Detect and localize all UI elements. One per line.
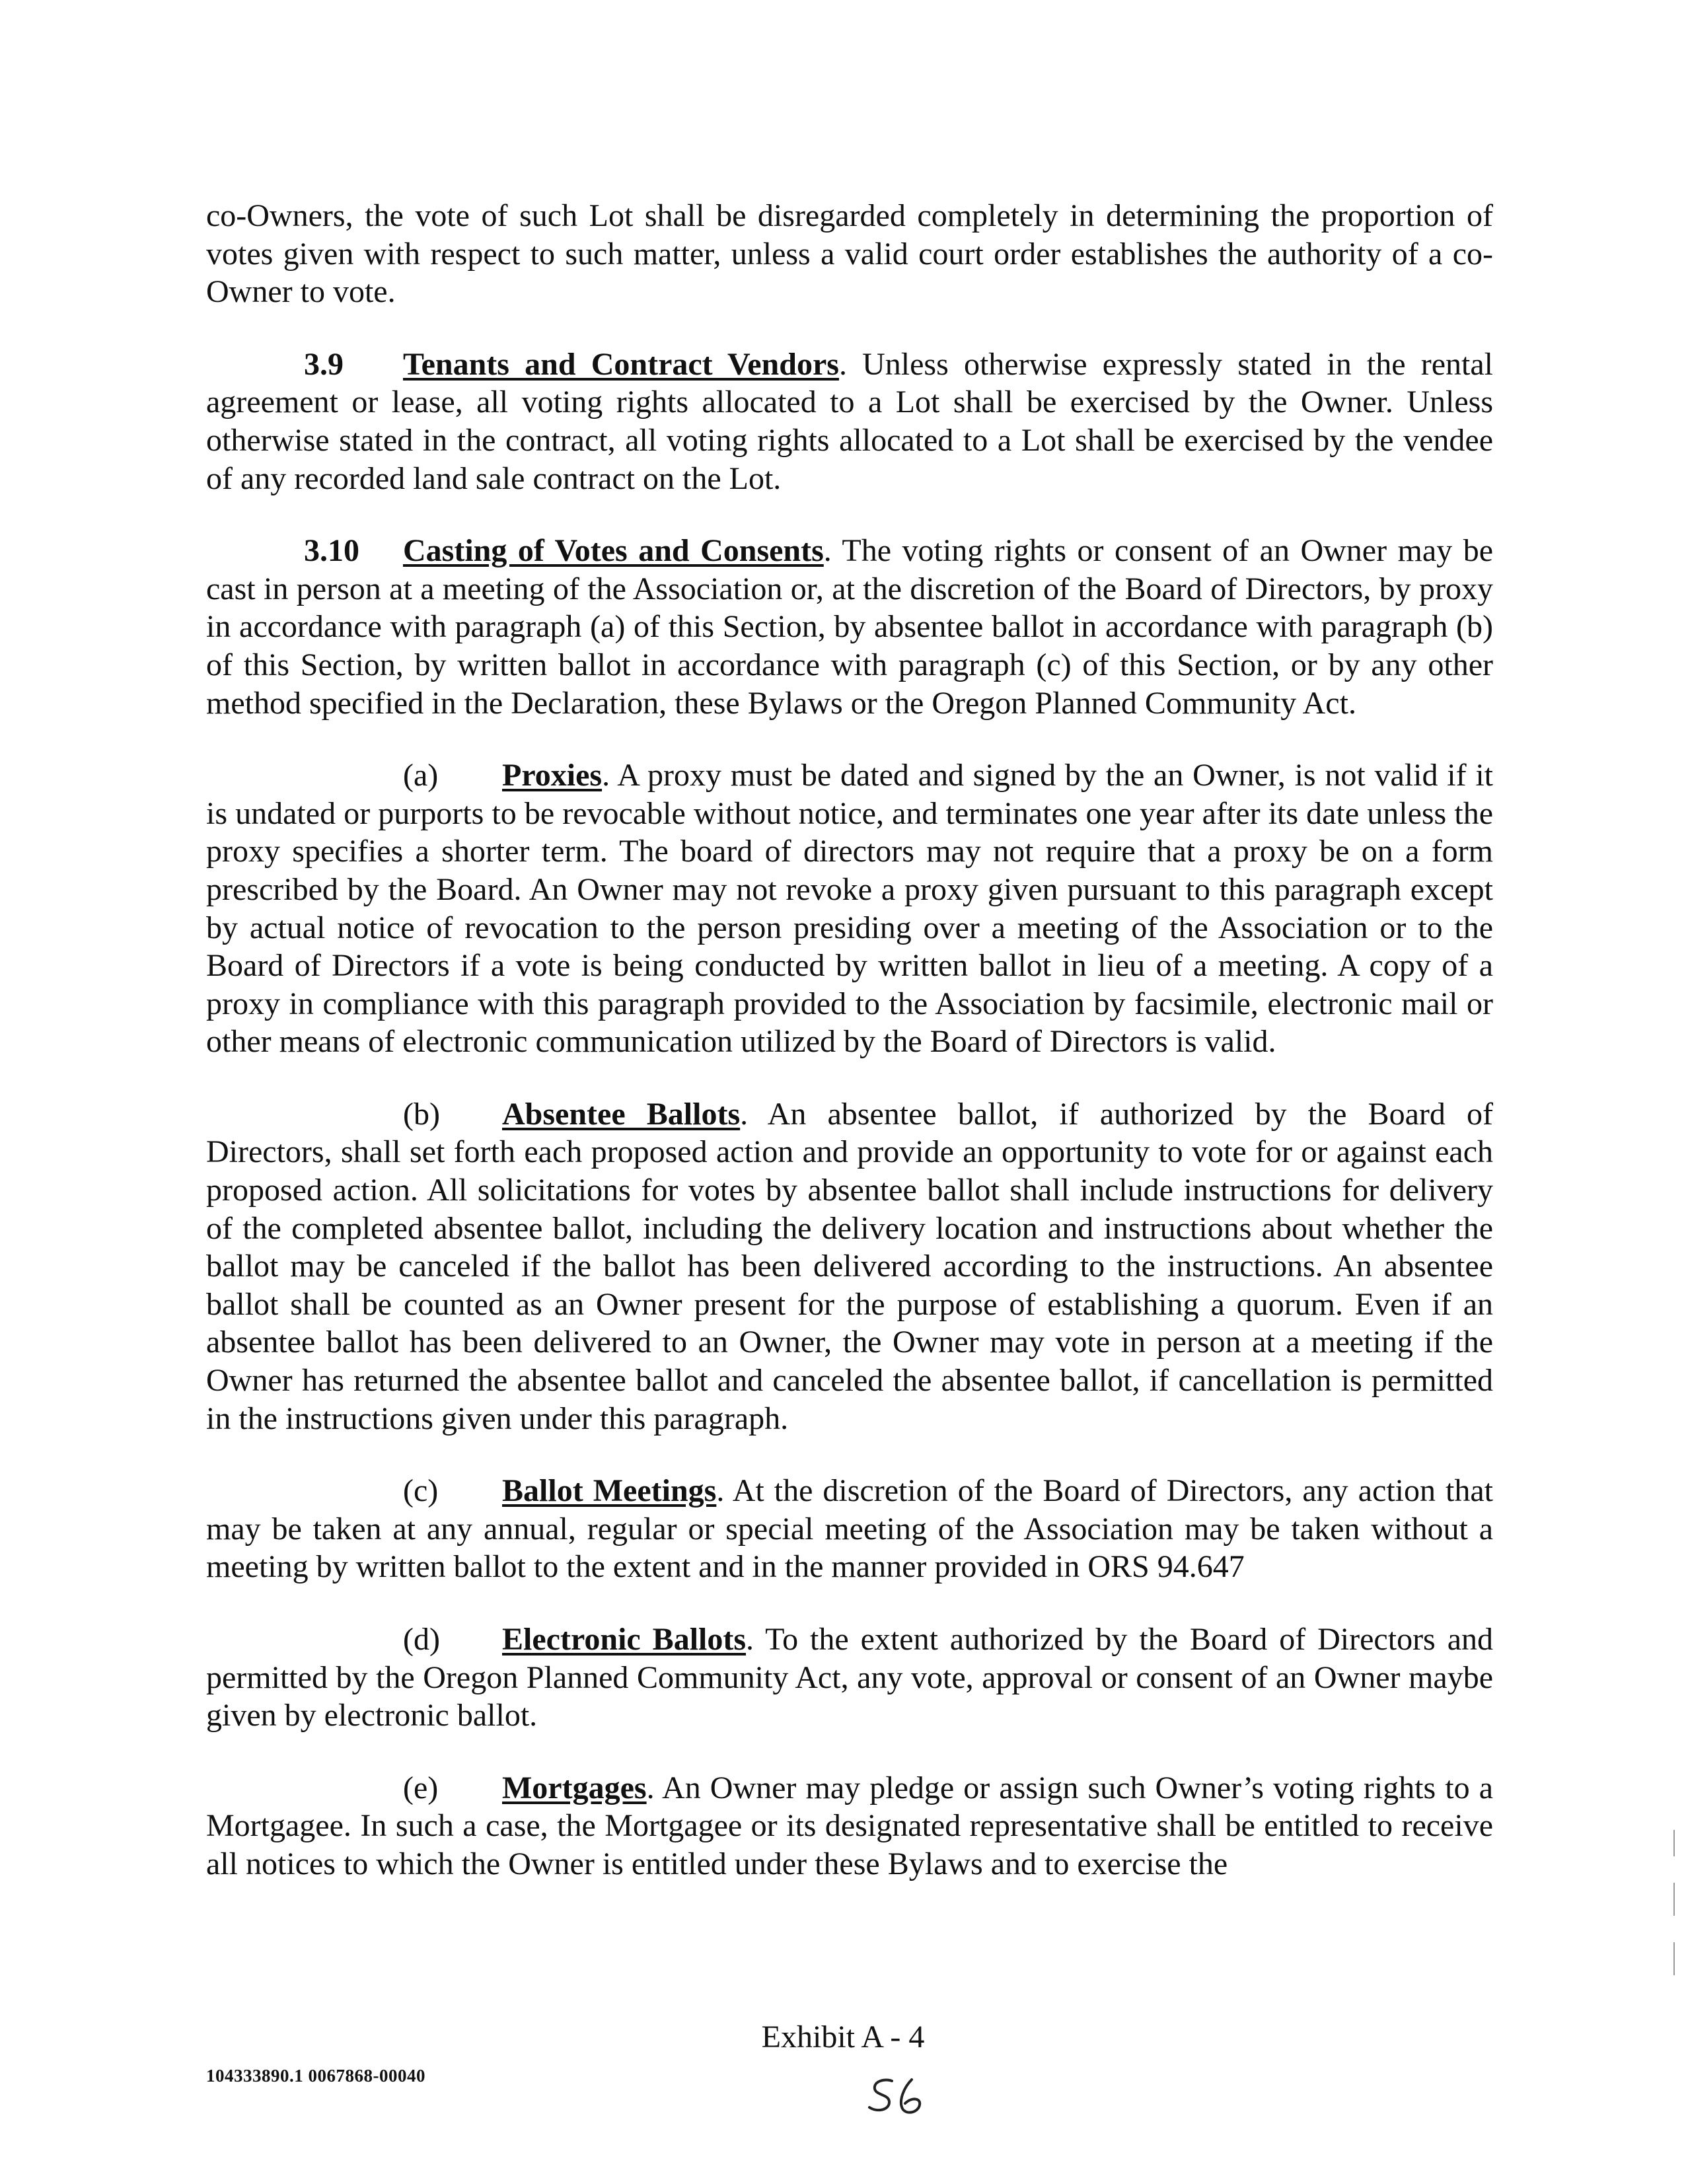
subsection-number: (a): [403, 758, 439, 793]
subsection-number: (c): [403, 1473, 439, 1509]
document-id: 104333890.1 0067868-00040: [206, 2066, 425, 2086]
paragraph-text: co-Owners, the vote of such Lot shall be disregarded completely in determining the proportion of votes given with respect to such matter, unless a valid court order establishes the authority of a co-Owner to vote.: [206, 198, 1493, 310]
subsection-text: . An Owner may pledge or assign such Owner’s voting rights to a Mortgagee. In such a case, the Mortgagee or its designated representative shall be entitled to receive all notices to which the Owner is entitled under these Bylaws and to exercise the: [206, 1770, 1493, 1881]
subsection-e-mortgages: [206, 1769, 1493, 1883]
section-number: 3.10: [304, 533, 359, 569]
paragraph-continuation: [206, 197, 1493, 311]
document-body: [206, 197, 1493, 1883]
subsection-heading: Mortgages: [502, 1770, 647, 1805]
subsection-c-ballot-meetings: [206, 1472, 1493, 1586]
subsection-number: (e): [403, 1770, 439, 1805]
subsection-text: . At the discretion of the Board of Directors, any action that may be taken at any annual, regular or special meeting of the Association may be taken without a meeting by written ballot to the extent and in the manner provided in ORS 94.647: [206, 1473, 1493, 1585]
subsection-a-proxies: [206, 756, 1493, 1061]
section-text: . Unless otherwise expressly stated in the rental agreement or lease, all voting rights allocated to a Lot shall be exercised by the Owner. Unless otherwise stated in the contract, all voting rights allocated to a Lot shall be exercised by the vendee of any recorded land sale contract on the Lot.: [206, 346, 1494, 496]
section-text: . The voting rights or consent of an Owner may be cast in person at a meeting of the Association or, at the discretion of the Board of Directors, by proxy in accordance with paragraph (a) of this Section, by absentee ballot in accordance with paragraph (b) of this Section, by written ballot in accordance with paragraph (c) of this Section, or by any other method specified in the Declaration, these Bylaws or the Oregon Planned Community Act.: [206, 533, 1494, 721]
subsection-d-electronic-ballots: [206, 1620, 1493, 1735]
section-3-10: [206, 532, 1493, 722]
section-3-9: [206, 346, 1493, 497]
scan-edge-mark: [1673, 1830, 1675, 1975]
exhibit-label: Exhibit A - 4: [761, 2020, 925, 2055]
subsection-text: . To the extent authorized by the Board of Directors and permitted by the Oregon Planned Community Act, any vote, approval or consent of an Owner maybe given by electronic ballot.: [206, 1622, 1493, 1733]
subsection-number: (d): [403, 1622, 440, 1657]
subsection-b-absentee-ballots: [206, 1095, 1493, 1438]
section-heading: Casting of Votes and Consents: [403, 533, 824, 569]
section-number: 3.9: [304, 346, 344, 382]
section-heading: Tenants and Contract Vendors: [403, 346, 839, 382]
subsection-heading: Electronic Ballots: [502, 1622, 747, 1657]
handwritten-page-number: [865, 2074, 945, 2121]
subsection-heading: Absentee Ballots: [502, 1096, 741, 1132]
subsection-heading: Ballot Meetings: [502, 1473, 717, 1509]
subsection-text: . An absentee ballot, if authorized by the Board of Directors, shall set forth each proposed action and provide an opportunity to vote for or against each proposed action. All solicitations for votes by absentee ballot shall include instructions for delivery of the completed absentee ballot, including the delivery location and instructions about whether the ballot may be canceled if the ballot has been delivered according to the instructions. An absentee ballot shall be counted as an Owner present for the purpose of establishing a quorum. Even if an absentee ballot has been delivered to an Owner, the Owner may vote in person at a meeting if the Owner has returned the absentee ballot and canceled the absentee ballot, if cancellation is permitted in the instructions given under this paragraph.: [206, 1096, 1494, 1436]
subsection-heading: Proxies: [502, 758, 603, 793]
subsection-text: . A proxy must be dated and signed by the an Owner, is not valid if it is undated or purports to be revocable without notice, and terminates one year after its date unless the proxy specifies a shorter term. The board of directors may not require that a proxy be on a form prescribed by the Board. An Owner may not revoke a proxy given pursuant to this paragraph except by actual notice of revocation to the person presiding over a meeting of the Association or to the Board of Directors if a vote is being conducted by written ballot in lieu of a meeting. A copy of a proxy in compliance with this paragraph provided to the Association by facsimile, electronic mail or other means of electronic communication utilized by the Board of Directors is valid.: [206, 758, 1493, 1060]
subsection-number: (b): [403, 1096, 440, 1132]
